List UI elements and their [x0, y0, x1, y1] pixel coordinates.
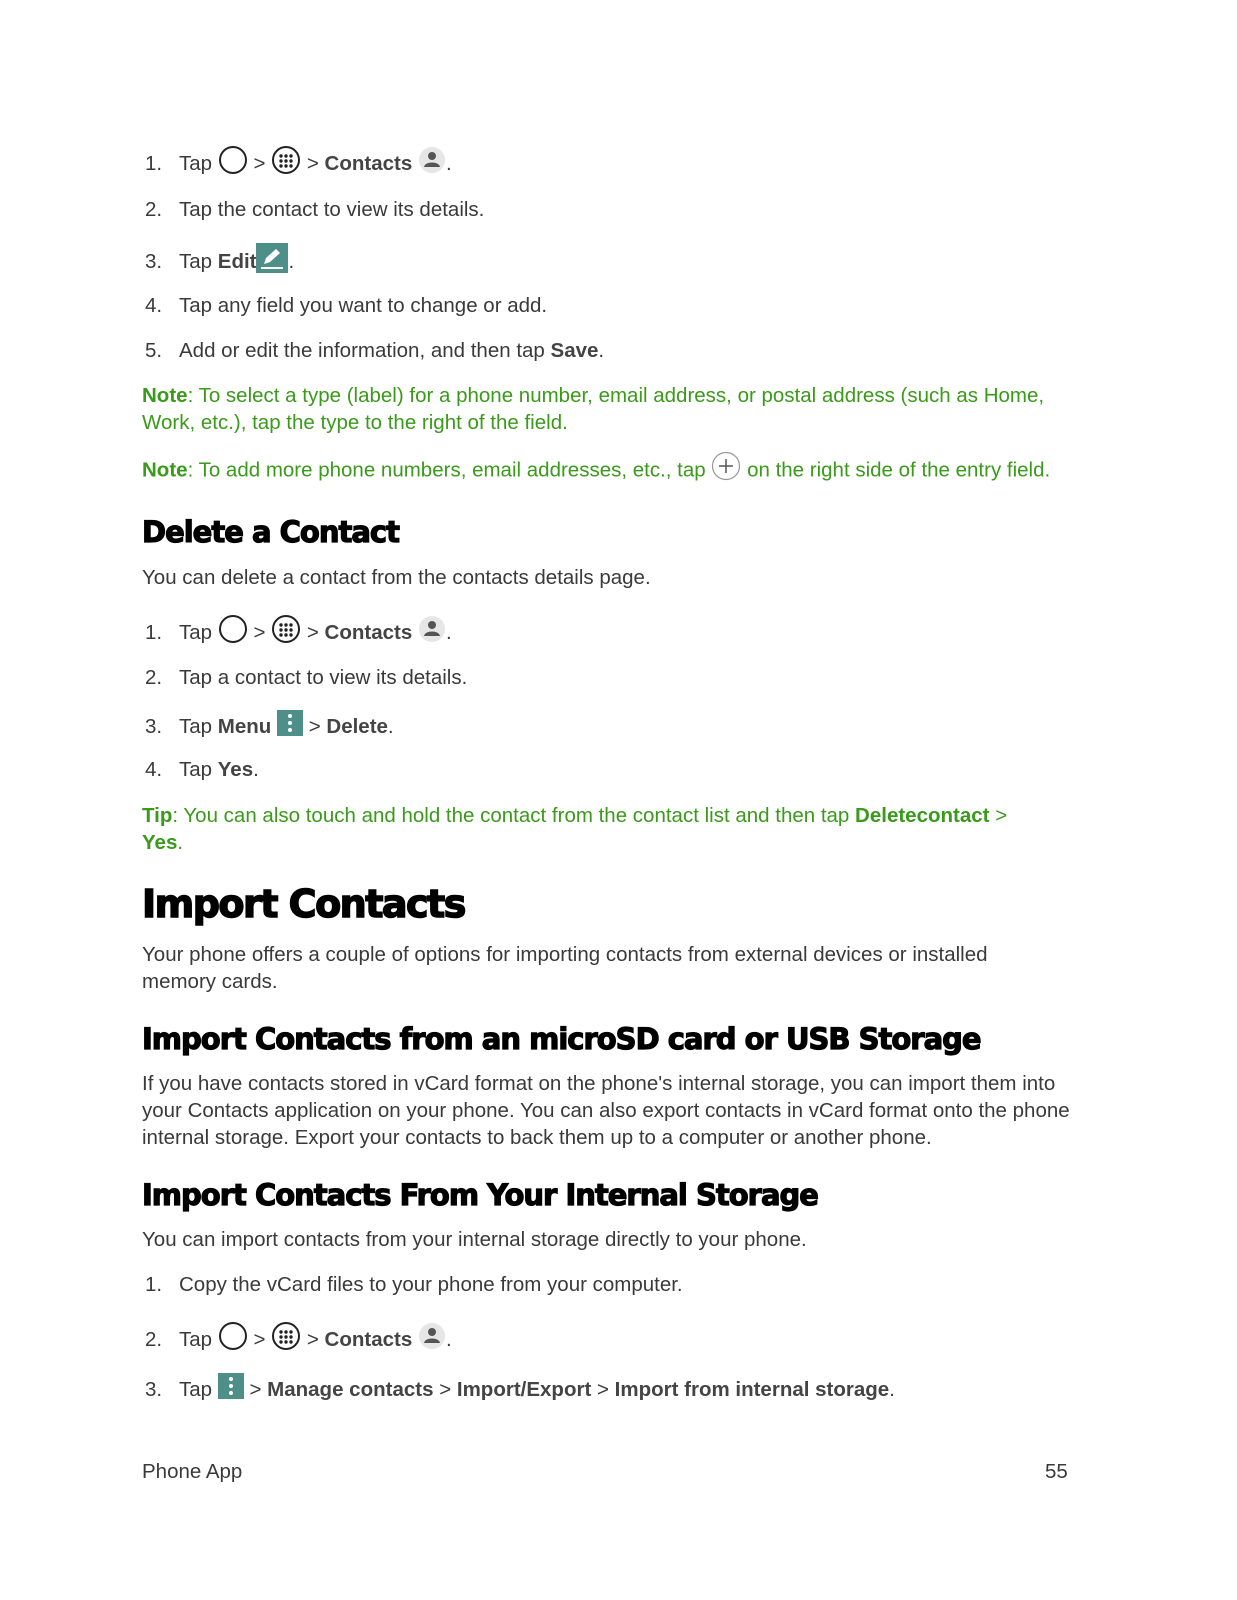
list-item: 2. Tap > > Contacts . [145, 1324, 452, 1356]
home-circle-icon [218, 614, 248, 644]
apps-grid-icon [271, 145, 301, 175]
note-label-type: Note: To select a type (label) for a phone number, email address, or postal address (such as Home, Work, etc.), tap the type to the right of the field. [142, 384, 1045, 434]
list-item: 3. Tap > Manage contacts > Import/Export > Import from internal storage. [145, 1374, 895, 1406]
section-heading: Delete a Contact [142, 515, 399, 549]
menu-dots-icon [277, 710, 303, 736]
list-item: 4. Tap any field you want to change or add. [145, 294, 548, 317]
paragraph: If you have contacts stored in vCard format on the phone's internal storage, you can import them into your Contacts application on your phone. You can also export contacts in vCard format onto the phone internal storage. Export your contacts to back them up to a computer or another phone. [142, 1072, 1070, 1149]
list-item: 2. Tap a contact to view its details. [145, 666, 468, 689]
paragraph: You can delete a contact from the contacts details page. [142, 566, 651, 589]
add-plus-icon [711, 451, 741, 481]
contact-person-icon [418, 1322, 446, 1350]
tip: Tip: You can also touch and hold the contact from the contact list and then tap Deletecontact > Yes. [142, 804, 1008, 854]
list-item: 3. Tap Menu > Delete. [145, 711, 394, 743]
contact-person-icon [418, 146, 446, 174]
list-item: 4. Tap Yes. [145, 758, 259, 781]
list-item: 5. Add or edit the information, and then tap Save. [145, 339, 605, 362]
paragraph: You can import contacts from your internal storage directly to your phone. [142, 1228, 807, 1251]
note-add-more: Note: To add more phone numbers, email addresses, etc., tap on the right side of the entry field. [142, 456, 1050, 486]
footer-section: Phone App [142, 1460, 243, 1483]
section-heading: Import Contacts From Your Internal Storage [142, 1178, 818, 1212]
list-item: 1. Copy the vCard files to your phone from your computer. [145, 1273, 683, 1296]
home-circle-icon [218, 145, 248, 175]
chapter-heading: Import Contacts [142, 882, 465, 926]
menu-dots-icon [218, 1373, 244, 1399]
list-item: 3. Tap Edit . [145, 246, 294, 278]
apps-grid-icon [271, 614, 301, 644]
page-number: 55 [1045, 1460, 1068, 1483]
edit-pencil-icon [256, 243, 288, 273]
section-heading: Import Contacts from an microSD card or USB Storage [142, 1022, 981, 1056]
apps-grid-icon [271, 1321, 301, 1351]
contact-person-icon [418, 615, 446, 643]
list-item: 1. Tap > > Contacts . [145, 617, 452, 649]
paragraph: Your phone offers a couple of options for importing contacts from external devices or installed memory cards. [142, 943, 988, 993]
home-circle-icon [218, 1321, 248, 1351]
list-item: 1. Tap > > Contacts . [145, 148, 452, 180]
list-item: 2. Tap the contact to view its details. [145, 198, 485, 221]
